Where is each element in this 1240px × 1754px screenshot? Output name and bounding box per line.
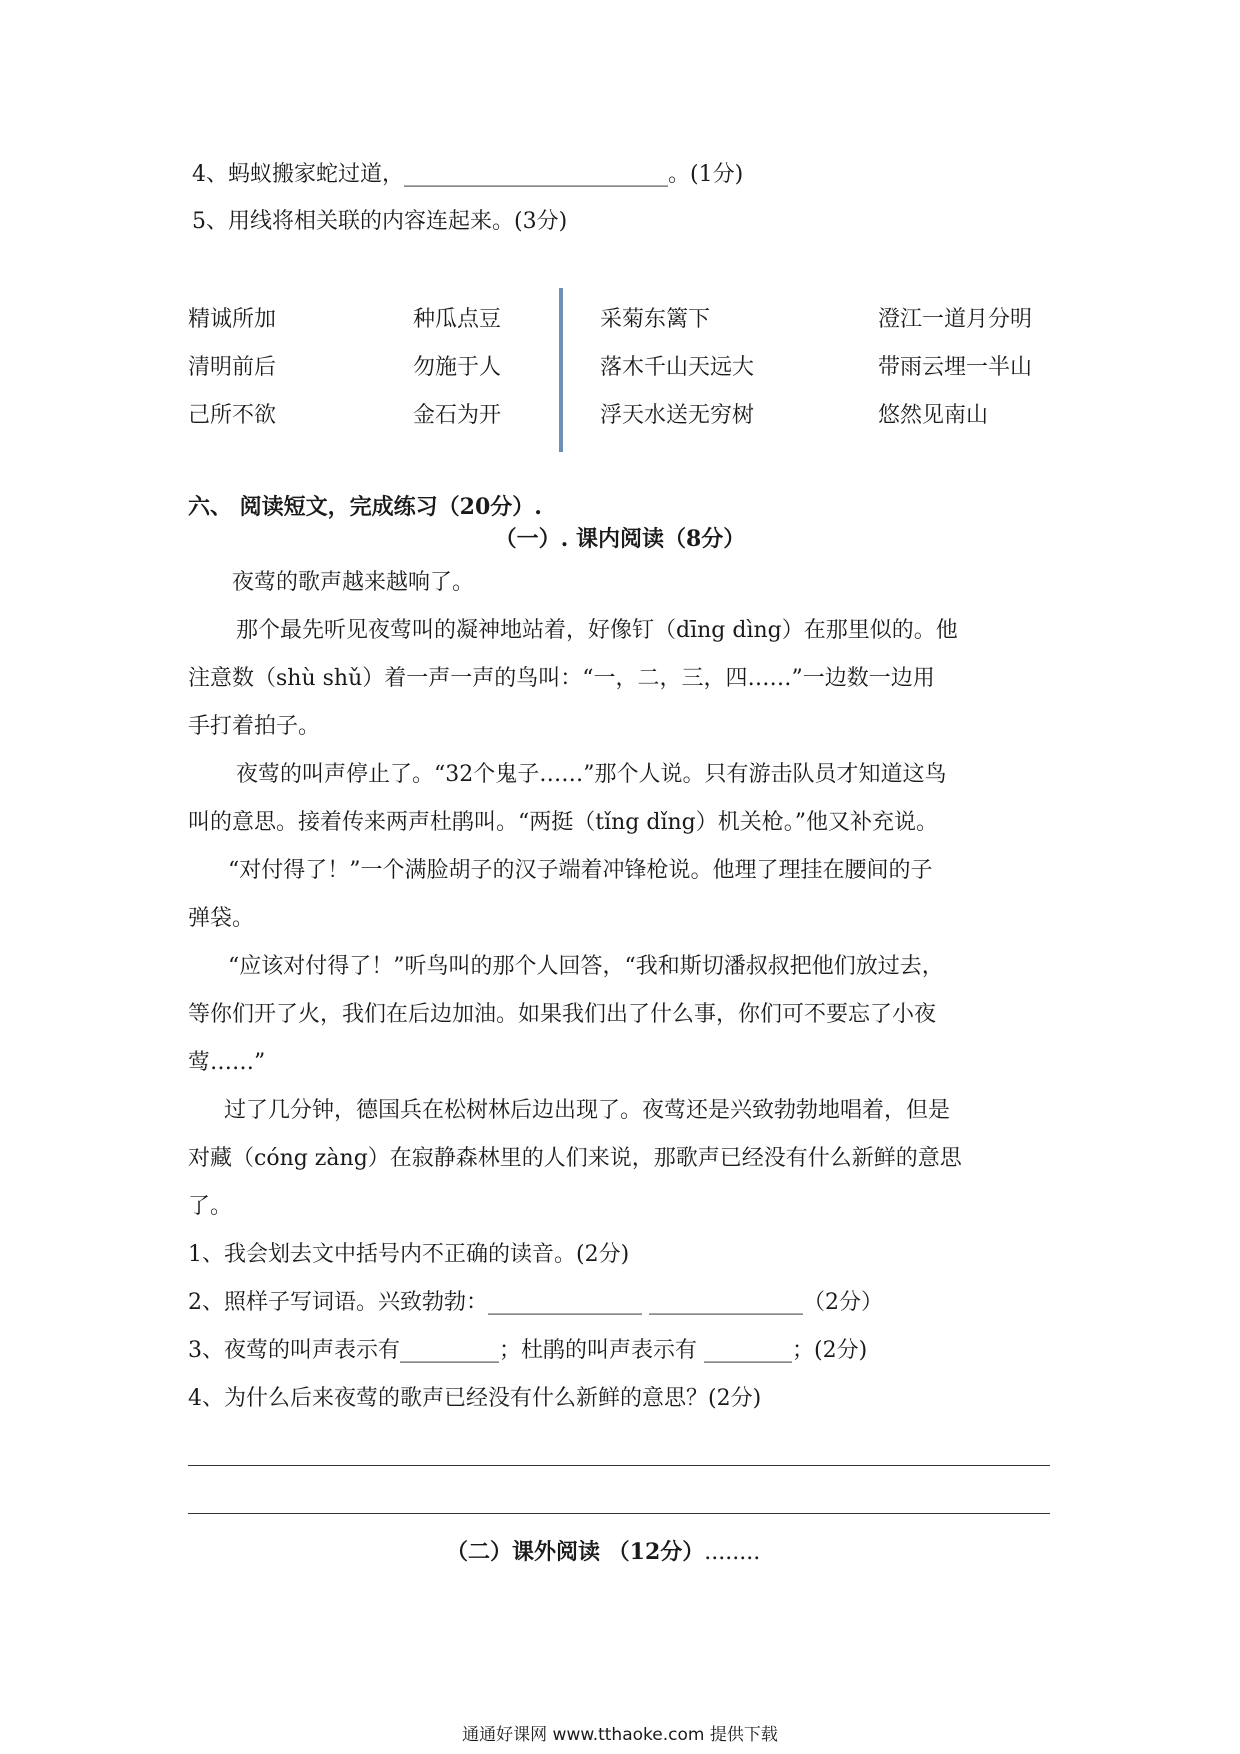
- footer: 通通好课网 www.tthaoke.com 提供下载: [462, 1725, 778, 1745]
- passage-line: “应该对付得了！”听鸟叫的那个人回答，“我和斯切潘叔叔把他们放过去，: [228, 954, 944, 979]
- reading-question-1: 1、我会划去文中括号内不正确的读音。(2分): [188, 1242, 630, 1267]
- passage-line: “对付得了！”一个满脸胡子的汉子端着冲锋枪说。他理了理挂在腰间的子: [228, 858, 933, 883]
- match-right-b-1: 澄江一道月分明: [878, 307, 1033, 332]
- match-right-2: 落木千山天远大: [600, 355, 755, 380]
- passage-line: 过了几分钟，德国兵在松树林后边出现了。夜莺还是兴致勃勃地唱着，但是: [224, 1098, 951, 1123]
- reading-question-3: 3、夜莺的叫声表示有_________；杜鹃的叫声表示有 ________；(2分): [188, 1338, 868, 1363]
- match-left-3: 己所不欲: [188, 403, 277, 428]
- answer-line-2[interactable]: [188, 1513, 1050, 1514]
- passage-line: 莺……”: [188, 1050, 266, 1075]
- question-4: 4、蚂蚁搬家蛇过道，________________________。(1分): [192, 162, 744, 187]
- passage-line: 弹袋。: [188, 906, 255, 931]
- reading-question-4: 4、为什么后来夜莺的歌声已经没有什么新鲜的意思？(2分): [188, 1386, 762, 1411]
- match-right-1: 采菊东篱下: [600, 307, 711, 332]
- match-right-b-2: 带雨云埋一半山: [878, 355, 1033, 380]
- subsection-2-dots: ........: [704, 1540, 761, 1565]
- match-left-1: 精诚所加: [188, 307, 277, 332]
- subsection-1-title: （一）. 课内阅读（8分）: [494, 526, 746, 552]
- section-heading: 六、 阅读短文，完成练习（20分）.: [188, 494, 542, 520]
- passage-line: 叫的意思。接着传来两声杜鹃叫。“两挺（tǐng dǐng）机关枪。”他又补充说。: [188, 810, 938, 835]
- passage-line: 了。: [188, 1194, 233, 1219]
- question-5: 5、用线将相关联的内容连起来。(3分): [192, 209, 568, 234]
- divider-bar: [559, 288, 563, 452]
- passage-line: 夜莺的歌声越来越响了。: [232, 570, 475, 595]
- match-right-3: 浮天水送无穷树: [600, 403, 755, 428]
- passage-line: 对藏（cóng zàng）在寂静森林里的人们来说，那歌声已经没有什么新鲜的意思: [188, 1146, 962, 1171]
- passage-line: 等你们开了火，我们在后边加油。如果我们出了什么事，你们可不要忘了小夜: [188, 1002, 937, 1027]
- match-left-b-3: 金石为开: [413, 403, 502, 428]
- passage-line: 手打着拍子。: [188, 714, 321, 739]
- match-right-b-3: 悠然见南山: [878, 403, 989, 428]
- match-left-2: 清明前后: [188, 355, 277, 380]
- passage-line: 那个最先听见夜莺叫的凝神地站着，好像钉（dīng dìng）在那里似的。他: [236, 618, 958, 643]
- passage-line: 注意数（shù shǔ）着一声一声的鸟叫：“一，二，三，四……”一边数一边用: [188, 666, 935, 691]
- match-left-b-1: 种瓜点豆: [413, 307, 502, 332]
- passage-line: 夜莺的叫声停止了。“32个鬼子……”那个人说。只有游击队员才知道这鸟: [236, 762, 947, 787]
- match-left-b-2: 勿施于人: [413, 355, 502, 380]
- answer-line-1[interactable]: [188, 1465, 1050, 1466]
- subsection-2-text: （二）课外阅读 （12分）: [446, 1539, 705, 1565]
- reading-question-2: 2、照样子写词语。兴致勃勃：______________ ______________（2分）: [188, 1290, 883, 1315]
- subsection-2-title: [446, 1537, 760, 1568]
